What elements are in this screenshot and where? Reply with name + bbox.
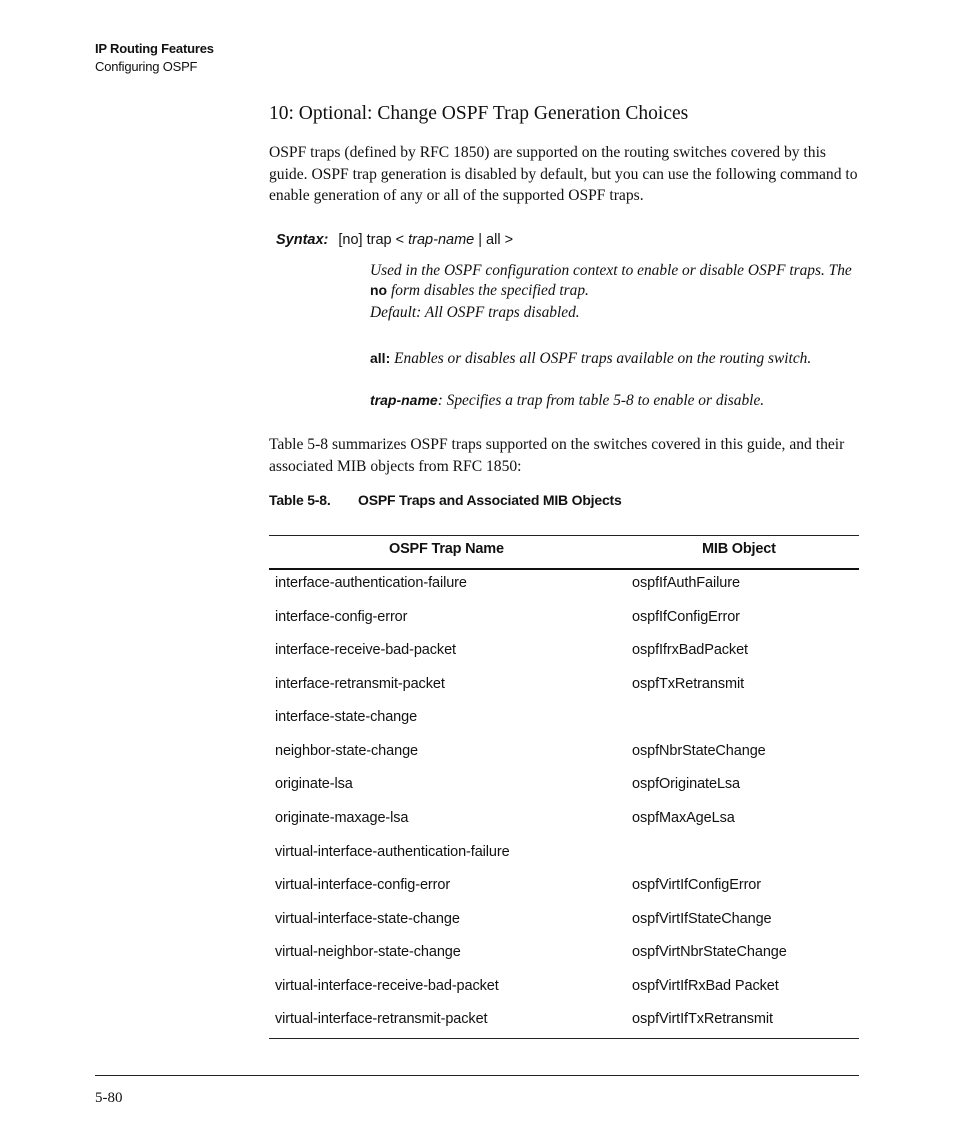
mib-object-cell: ospfNbrStateChange [632, 743, 766, 759]
table-title: OSPF Traps and Associated MIB Objects [358, 492, 622, 508]
syntax-line [276, 232, 513, 248]
description-part1: Used in the OSPF configuration context to enable or disable OSPF traps. The [370, 262, 852, 279]
trap-name-cell: neighbor-state-change [275, 743, 418, 759]
table-row [269, 810, 859, 843]
default-note: Default: All OSPF traps disabled. [370, 304, 580, 321]
table-row [269, 844, 859, 877]
trap-name-cell: virtual-neighbor-state-change [275, 944, 461, 960]
syntax-label: Syntax: [276, 232, 329, 248]
mib-object-cell: ospfVirtNbrStateChange [632, 944, 787, 960]
table-row [269, 911, 859, 944]
trap-name-cell: virtual-interface-retransmit-packet [275, 1011, 488, 1027]
option-all-label: all: [370, 350, 391, 366]
trap-name-cell: interface-retransmit-packet [275, 676, 445, 692]
footer-rule [95, 1075, 859, 1076]
syntax-prefix: [no] trap < [338, 232, 405, 248]
trap-name-cell: virtual-interface-authentication-failure [275, 844, 510, 860]
table-number: Table 5-8. [269, 492, 331, 508]
table-row [269, 978, 859, 1011]
table-caption [269, 492, 622, 508]
mib-object-cell: ospfVirtIfTxRetransmit [632, 1011, 773, 1027]
trap-name-cell: interface-authentication-failure [275, 575, 467, 591]
summary-paragraph: Table 5-8 summarizes OSPF traps supported on the switches covered in this guide, and their associated MIB objects from RFC 1850: [269, 436, 845, 475]
trap-name-cell: originate-maxage-lsa [275, 810, 409, 826]
trap-name-cell: virtual-interface-receive-bad-packet [275, 978, 499, 994]
mib-object-cell: ospfVirtIfRxBad Packet [632, 978, 779, 994]
table-row [269, 575, 859, 608]
mib-object-cell: ospfIfAuthFailure [632, 575, 740, 591]
running-header-chapter: IP Routing Features [95, 41, 214, 56]
mib-object-cell: ospfVirtIfStateChange [632, 911, 772, 927]
table-row [269, 877, 859, 910]
option-all-text: Enables or disables all OSPF traps available on the routing switch. [394, 350, 812, 367]
syntax-arg: trap-name [408, 232, 475, 248]
trap-name-cell: interface-receive-bad-packet [275, 642, 456, 658]
trap-name-cell: virtual-interface-state-change [275, 911, 460, 927]
table-row [269, 1011, 859, 1044]
page-number: 5-80 [95, 1090, 123, 1106]
header-mib-object: MIB Object [702, 541, 776, 557]
option-all [370, 349, 860, 369]
mib-object-cell: ospfTxRetransmit [632, 676, 745, 692]
running-header-section: Configuring OSPF [95, 59, 198, 74]
syntax-suffix: | all > [478, 232, 514, 248]
syntax-description [370, 261, 860, 300]
section-title: 10: Optional: Change OSPF Trap Generation Choices [269, 103, 689, 124]
trap-name-cell: virtual-interface-config-error [275, 877, 451, 893]
table-top-rule [269, 535, 859, 536]
trap-name-cell: originate-lsa [275, 776, 353, 792]
header-trap-name: OSPF Trap Name [389, 541, 504, 557]
mib-object-cell: ospfVirtIfConfigError [632, 877, 761, 893]
table-row [269, 709, 859, 742]
mib-object-cell: ospfOriginateLsa [632, 776, 741, 792]
table-row [269, 743, 859, 776]
mib-object-cell: ospfMaxAgeLsa [632, 810, 735, 826]
intro-paragraph: OSPF traps (defined by RFC 1850) are supported on the routing switches covered by this guide. OSPF trap generation is disabled by default, but you can use the following command to enable generation of any or all of the supported OSPF traps. [269, 144, 858, 204]
mib-object-cell: ospfIfrxBadPacket [632, 642, 748, 658]
option-trap-name [370, 391, 860, 411]
table-row [269, 609, 859, 642]
keyword-no: no [370, 281, 388, 298]
table-row [269, 776, 859, 809]
option-trap-name-text: : Specifies a trap from table 5-8 to enable or disable. [437, 392, 765, 409]
mib-object-cell: ospfIfConfigError [632, 609, 740, 625]
table-header-rule [269, 568, 859, 570]
table-row [269, 676, 859, 709]
table-bottom-rule [269, 1038, 859, 1039]
description-part2: form disables the specified trap. [390, 281, 589, 299]
trap-name-cell: interface-config-error [275, 609, 408, 625]
table-row [269, 642, 859, 675]
option-trap-name-label: trap-name [370, 392, 438, 408]
trap-name-cell: interface-state-change [275, 709, 418, 725]
table-row [269, 944, 859, 977]
